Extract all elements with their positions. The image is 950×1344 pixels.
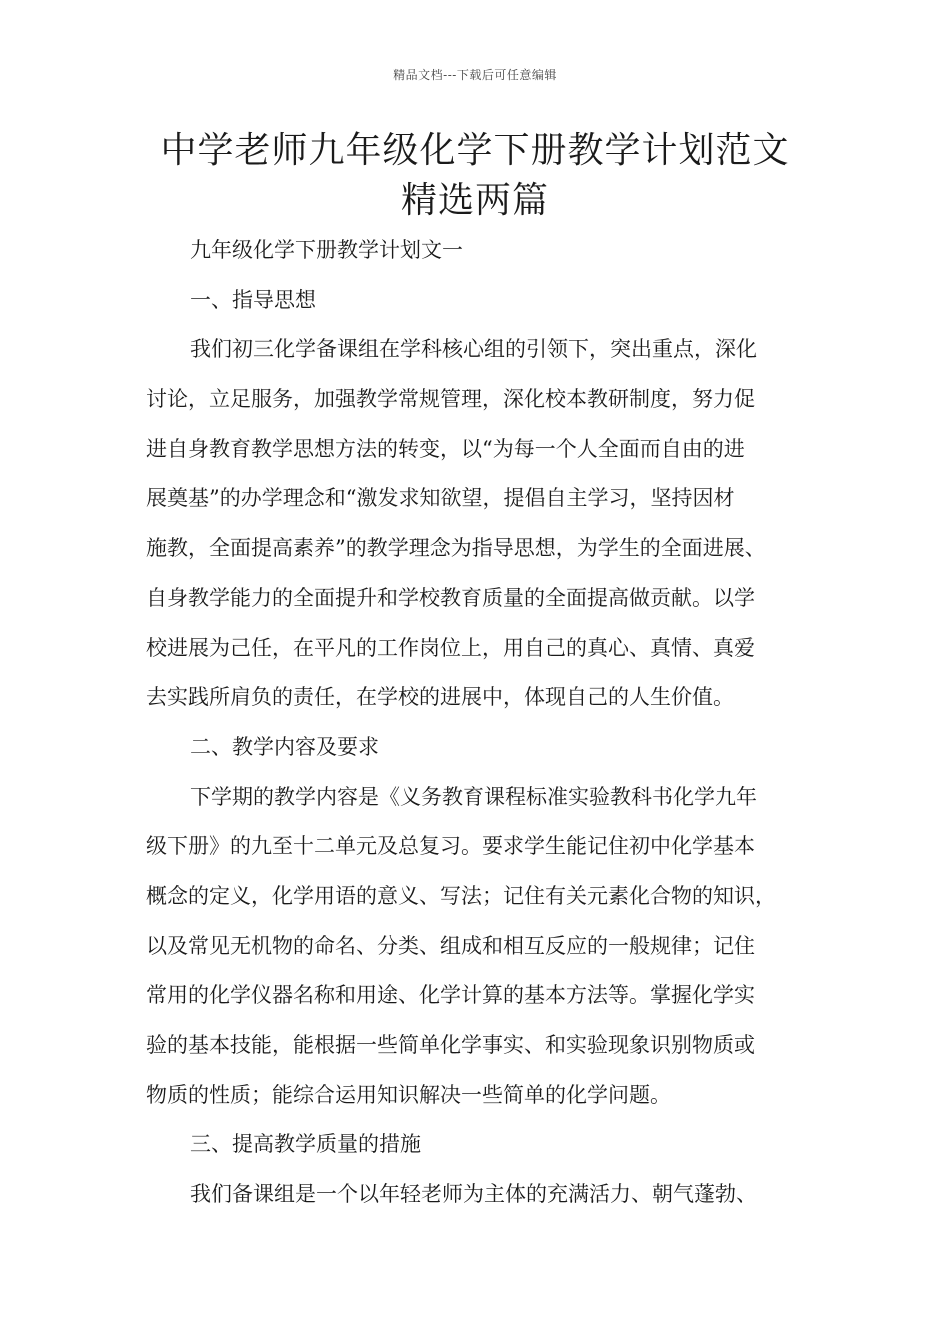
text-line: 进自身教育教学思想方法的转变，以“为每一个人全面而自由的进 — [146, 436, 745, 461]
text-line: 施教，全面提高素养”的教学理念为指导思想，为学生的全面进展、 — [146, 536, 766, 561]
page-header: 精品文档---下载后可任意编辑 — [393, 68, 557, 82]
text-line: 级下册》的九至十二单元及总复习。要求学生能记住初中化学基本 — [146, 834, 755, 859]
text-line: 校进展为己任，在平凡的工作岗位上，用自己的真心、真情、真爱 — [146, 635, 755, 660]
text-line: 我们备课组是一个以年轻老师为主体的充满活力、朝气蓬勃、 — [190, 1182, 757, 1207]
text-line: 我们初三化学备课组在学科核心组的引领下，突出重点，深化 — [190, 337, 757, 362]
text-line: 自身教学能力的全面提升和学校教育质量的全面提高做贡献。以学 — [146, 585, 755, 610]
text-line: 九年级化学下册教学计划文一 — [190, 238, 463, 262]
document-body — [146, 226, 826, 1220]
text-line: 下学期的教学内容是《义务教育课程标准实验教科书化学九年 — [190, 784, 757, 809]
text-line: 去实践所肩负的责任，在学校的进展中，体现自己的人生价值。 — [146, 685, 734, 710]
text-line: 以及常见无机物的命名、分类、组成和相互反应的一般规律；记住 — [146, 933, 755, 958]
text-line: 物质的性质；能综合运用知识解决一些简单的化学问题。 — [146, 1082, 671, 1107]
text-line: 展奠基”的办学理念和“激发求知欲望，提倡自主学习，坚持因材 — [146, 486, 735, 511]
text-line: 概念的定义，化学用语的意义、写法；记住有关元素化合物的知识， — [146, 883, 776, 908]
text-line: 一、指导思想 — [190, 287, 316, 312]
text-line: 二、教学内容及要求 — [190, 734, 379, 759]
text-line: 常用的化学仪器名称和用途、化学计算的基本方法等。掌握化学实 — [146, 983, 755, 1008]
document-title — [120, 126, 830, 226]
text-line: 三、提高教学质量的措施 — [190, 1132, 421, 1157]
title-line-2: 精选两篇 — [400, 180, 549, 221]
title-line-1: 中学老师九年级化学下册教学计划范文 — [160, 130, 790, 171]
text-line: 讨论，立足服务，加强教学常规管理，深化校本教研制度，努力促 — [146, 387, 755, 412]
text-line: 验的基本技能，能根据一些简单化学事实、和实验现象识别物质或 — [146, 1033, 755, 1057]
